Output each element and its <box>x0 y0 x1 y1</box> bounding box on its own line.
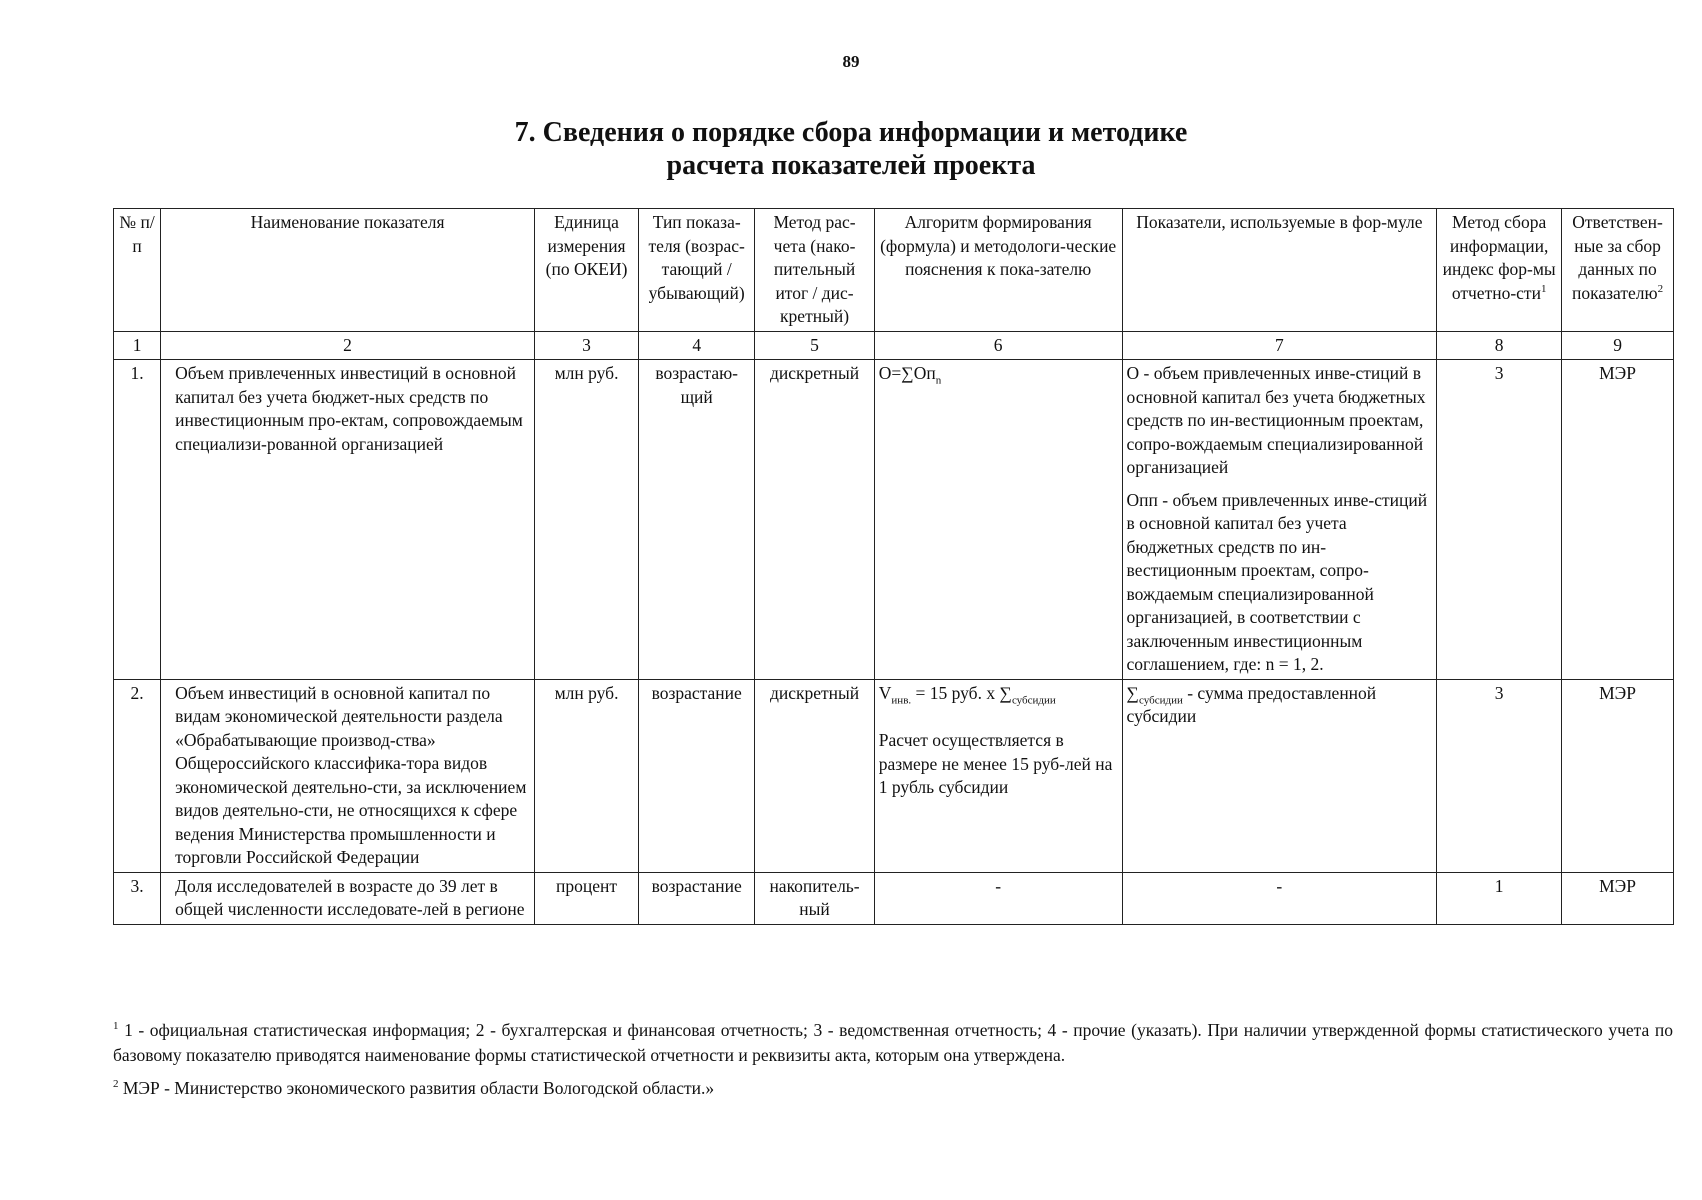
formula-note: Расчет осуществляется в размере не менее 15 руб-лей на 1 рубль субсидии <box>878 730 1113 797</box>
footnote-1-text: 1 - официальная статистическая информация; 2 - бухгалтерская и финансовая отчетность; 3 - ведомственная отчетность; 4 - прочие (указать). При наличии утвержденной формы статистического учета по базовому показателю приводятся наименование формы статистической отчетности и реквизиты акта, которым она утверждена. <box>113 1020 1673 1065</box>
row-num: 3. <box>114 872 161 924</box>
formula-text: O=∑Оп <box>878 363 936 383</box>
row-unit: процент <box>534 872 638 924</box>
footnote-1 <box>113 1018 1673 1068</box>
header-collection-text: Метод сбора информации, индекс фор-мы отчетно-сти <box>1442 212 1556 303</box>
column-number-row <box>114 331 1674 360</box>
row-method: накопитель-ный <box>755 872 874 924</box>
header-responsible-text: Ответствен-ные за сбор данных по показателю <box>1572 212 1663 303</box>
header-name: Наименование показателя <box>161 209 535 332</box>
header-num: № п/п <box>114 209 161 332</box>
row-method: дискретный <box>755 679 874 872</box>
row-algorithm <box>874 360 1122 680</box>
footnote-ref-1: 1 <box>1540 282 1547 295</box>
table-row <box>114 679 1674 872</box>
col-number: 6 <box>874 331 1122 360</box>
table-header-row <box>114 209 1674 332</box>
row-collection: 1 <box>1437 872 1562 924</box>
sum-symbol-subscript: субсидии <box>1139 694 1183 706</box>
page-number: 89 <box>842 52 860 71</box>
col-number: 8 <box>1437 331 1562 360</box>
header-responsible <box>1562 209 1674 332</box>
header-formula-vars: Показатели, используемые в фор-муле <box>1122 209 1437 332</box>
footnote-2-mark: 2 <box>113 1078 119 1091</box>
row-responsible: МЭР <box>1562 360 1674 680</box>
section-title <box>0 116 1702 182</box>
col-number: 4 <box>639 331 755 360</box>
table-row <box>114 360 1674 680</box>
formula-subscript: n <box>935 374 942 387</box>
footnote-2-text: МЭР - Министерство экономического развития области Вологодской области.» <box>118 1078 715 1098</box>
row-type: возрастание <box>639 679 755 872</box>
col-number: 9 <box>1562 331 1674 360</box>
footnotes <box>113 1018 1673 1101</box>
col-number: 3 <box>534 331 638 360</box>
row-name: Доля исследователей в возрасте до 39 лет в общей численности исследовате-лей в регионе <box>161 872 535 924</box>
header-type: Тип показа-теля (возрас-тающий / убывающий) <box>639 209 755 332</box>
row-formula-vars: - <box>1122 872 1437 924</box>
footnote-2 <box>113 1076 1673 1101</box>
formula-mid: = 15 руб. х ∑ <box>911 682 1012 703</box>
row-unit: млн руб. <box>534 360 638 680</box>
footnote-ref-2: 2 <box>1657 282 1664 295</box>
var-description: О - объем привлеченных инве-стиций в основной капитал без учета бюджетных средств по ин-вестиционным проектам, сопро-вождаемым специализированной организацией <box>1126 363 1426 477</box>
var-description: - сумма предоставленной субсидии <box>1126 682 1377 726</box>
col-number: 7 <box>1122 331 1437 360</box>
row-num: 2. <box>114 679 161 872</box>
table-row <box>114 872 1674 924</box>
row-algorithm <box>874 679 1122 872</box>
row-formula-vars <box>1122 679 1437 872</box>
col-number: 5 <box>755 331 874 360</box>
col-number: 1 <box>114 331 161 360</box>
footnote-1-mark: 1 <box>113 1020 119 1033</box>
formula-sum-subscript: субсидии <box>1011 694 1056 706</box>
var-description: Опп - объем привлеченных инве-стиций в основной капитал без учета бюджетных средств по ин-вестиционным проектам, сопро-вождаемым специализированной организацией, в соответствии с заключенным инвестиционным соглашением, где: n = 1, 2. <box>1126 489 1428 674</box>
header-algorithm: Алгоритм формирования (формула) и методологи-ческие пояснения к пока-зателю <box>874 209 1122 332</box>
row-formula-vars <box>1122 360 1437 680</box>
row-unit: млн руб. <box>534 679 638 872</box>
row-method: дискретный <box>755 360 874 680</box>
formula-v: V <box>878 682 892 703</box>
row-algorithm: - <box>874 872 1122 924</box>
row-responsible: МЭР <box>1562 872 1674 924</box>
row-type: возрастаю-щий <box>639 360 755 680</box>
row-collection: 3 <box>1437 679 1562 872</box>
row-name: Объем инвестиций в основной капитал по видам экономической деятельности раздела «Обрабатывающие производ-ства» Общероссийского классифика-тора видов экономической деятельно-сти, за исключением видов деятельно-сти, не относящихся к сфере ведения Министерства промышленности и торговли Российской Федерации <box>161 679 535 872</box>
header-unit: Единица измерения (по ОКЕИ) <box>534 209 638 332</box>
row-collection: 3 <box>1437 360 1562 680</box>
row-responsible: МЭР <box>1562 679 1674 872</box>
col-number: 2 <box>161 331 535 360</box>
header-collection <box>1437 209 1562 332</box>
formula-v-subscript: инв. <box>891 694 912 706</box>
title-line-1: 7. Сведения о порядке сбора информации и методике <box>514 117 1188 148</box>
formula <box>879 682 1118 706</box>
title-line-2: расчета показателей проекта <box>666 150 1036 181</box>
row-name: Объем привлеченных инвестиций в основной капитал без учета бюджет-ных средств по инвестиционным про-ектам, сопровождаемым специализи-рованной организацией <box>161 360 535 680</box>
row-num: 1. <box>114 360 161 680</box>
row-type: возрастание <box>639 872 755 924</box>
sum-symbol: ∑ <box>1126 682 1140 703</box>
header-method: Метод рас-чета (нако-пительный итог / дис-кретный) <box>755 209 874 332</box>
indicators-table <box>113 208 1674 925</box>
